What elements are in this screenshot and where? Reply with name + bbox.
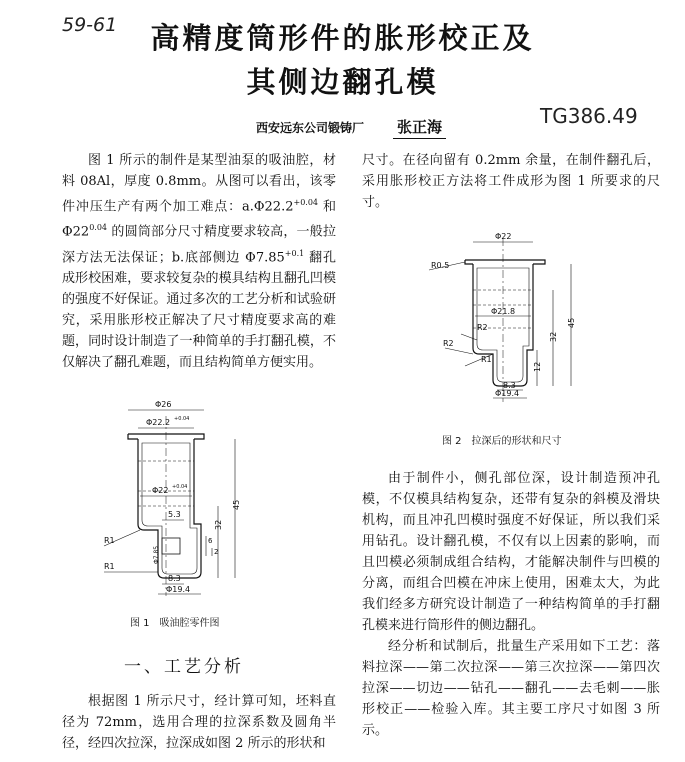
fig2-dim-12: 12 bbox=[533, 361, 542, 372]
fig1-dim-d26: Φ26 bbox=[155, 400, 172, 409]
author: 张正海 bbox=[393, 116, 446, 139]
paragraph-process-route: 经分析和试制后，批量生产采用如下工艺：落料拉深——第二次拉深——第三次拉深——第四次拉深——切边——钻孔——翻孔——去毛刺——胀形校正——检验入库。其主要工序尺寸如图 3 所示。 bbox=[362, 639, 660, 738]
paragraph-die-design: 由于制件小，侧孔部位深，设计制造预冲孔模，不仅模具结构复杂，还带有复杂的斜模及滑块机构，而且冲孔凹模时强度不好保证，所以我们采用钻孔。设计翻孔模，不仅有以上因素的影响，而且凹模必须制成组合结构，才能解决制件与凹模的分离，而组合凹模在冲床上使用，困难太大，为此我们经多方研究设计制造了一种结构简单的手打翻孔模来进行筒形件的侧边翻孔。 bbox=[362, 471, 660, 633]
fig1-dim-d19-4: Φ19.4 bbox=[166, 585, 191, 594]
figure-2-drawing bbox=[425, 230, 595, 410]
left-column bbox=[62, 150, 336, 373]
fig1-dim-32: 32 bbox=[214, 519, 223, 530]
fig1-dim-d22-2: Φ22.2 bbox=[146, 418, 171, 427]
right-column-bottom bbox=[362, 468, 660, 741]
handwritten-class-code: TG386.49 bbox=[540, 104, 638, 128]
left-column-bottom bbox=[62, 691, 336, 754]
fig1-radius-r1-bottom: R1 bbox=[104, 562, 115, 571]
fig2-dim-8-3: 8.3 bbox=[503, 381, 516, 390]
right-column-top bbox=[362, 150, 660, 213]
figure-1-caption: 图 1 吸油腔零件图 bbox=[130, 618, 220, 629]
paragraph-process-analysis: 根据图 1 所示尺寸，经计算可知，坯料直径为 72mm，选用合理的拉深系数及圆角半径，经四次拉深，拉深成如图 2 所示的形状和 bbox=[62, 694, 336, 751]
affiliation: 西安远东公司锻铸厂 bbox=[256, 121, 365, 135]
fig1-tol-d22: +0.04 bbox=[172, 484, 188, 490]
paragraph-continued: 尺寸。在径向留有 0.2mm 余量，在制件翻孔后，采用胀形校正方法将工件成形为图 1 所要求的尺寸。 bbox=[362, 153, 660, 210]
fig1-dim-8-3: 8.3 bbox=[168, 574, 181, 583]
fig1-dim-6: 6 bbox=[208, 537, 213, 545]
fig2-dim-45: 45 bbox=[567, 317, 576, 328]
handwritten-page-note: 59-61 bbox=[62, 14, 118, 36]
fig2-dim-d22: Φ22 bbox=[495, 232, 512, 241]
fig1-dim-5-3: 5.3 bbox=[168, 510, 181, 519]
paragraph-intro: 图 1 所示的制件是某型油泵的吸油腔，材料 08Al，厚度 0.8mm。从图可以看出，该零件冲压生产有两个加工难点：$a.\Phi 22.2^{+0.04}$ 和 $\Phi 22^{0.04}$ 的圆筒部分尺寸精度要求较高，一般拉深方法无法保证；b.底部侧边 $\Phi 7.85^{+0.1}$ 翻孔成形校困难，要求较复杂的模具结构且翻孔凹模的强度不好保证。通过多次的工艺分析和试验研究，采用胀形校正解决了尺寸精度要求高的难题，同时设计制造了一种简单的手打翻孔模，不仅解决了翻孔难题，而且结构简单方便实用。 bbox=[62, 153, 336, 370]
title-line-1: 高精度筒形件的胀形校正及 bbox=[150, 21, 535, 55]
fig2-dim-d21-8: Φ21.8 bbox=[491, 307, 516, 316]
figure-1-drawing bbox=[100, 396, 270, 604]
fig2-radius-r2-bottom: R2 bbox=[443, 339, 454, 348]
section-heading: 一、工艺分析 bbox=[124, 657, 244, 677]
fig1-dim-d22: Φ22 bbox=[152, 486, 169, 495]
fig1-dim-2: 2 bbox=[214, 548, 219, 556]
fig1-radius-r1-top: R1 bbox=[104, 536, 115, 545]
title-line-2: 其侧边翻孔模 bbox=[246, 65, 439, 99]
fig1-tol-d22-2: +0.04 bbox=[174, 416, 190, 422]
fig2-radius-r1: R1 bbox=[481, 355, 492, 364]
fig2-dim-32: 32 bbox=[549, 331, 558, 342]
fig2-dim-d19-4: Φ19.4 bbox=[495, 389, 520, 398]
fig2-radius-r0-5: R0.5 bbox=[431, 261, 450, 270]
figure-2-caption: 图 2 拉深后的形状和尺寸 bbox=[442, 436, 562, 447]
fig2-radius-r2-top: R2 bbox=[477, 323, 488, 332]
fig1-dim-45: 45 bbox=[232, 499, 241, 510]
fig1-dim-d7-85: Φ7.85 bbox=[153, 545, 160, 564]
